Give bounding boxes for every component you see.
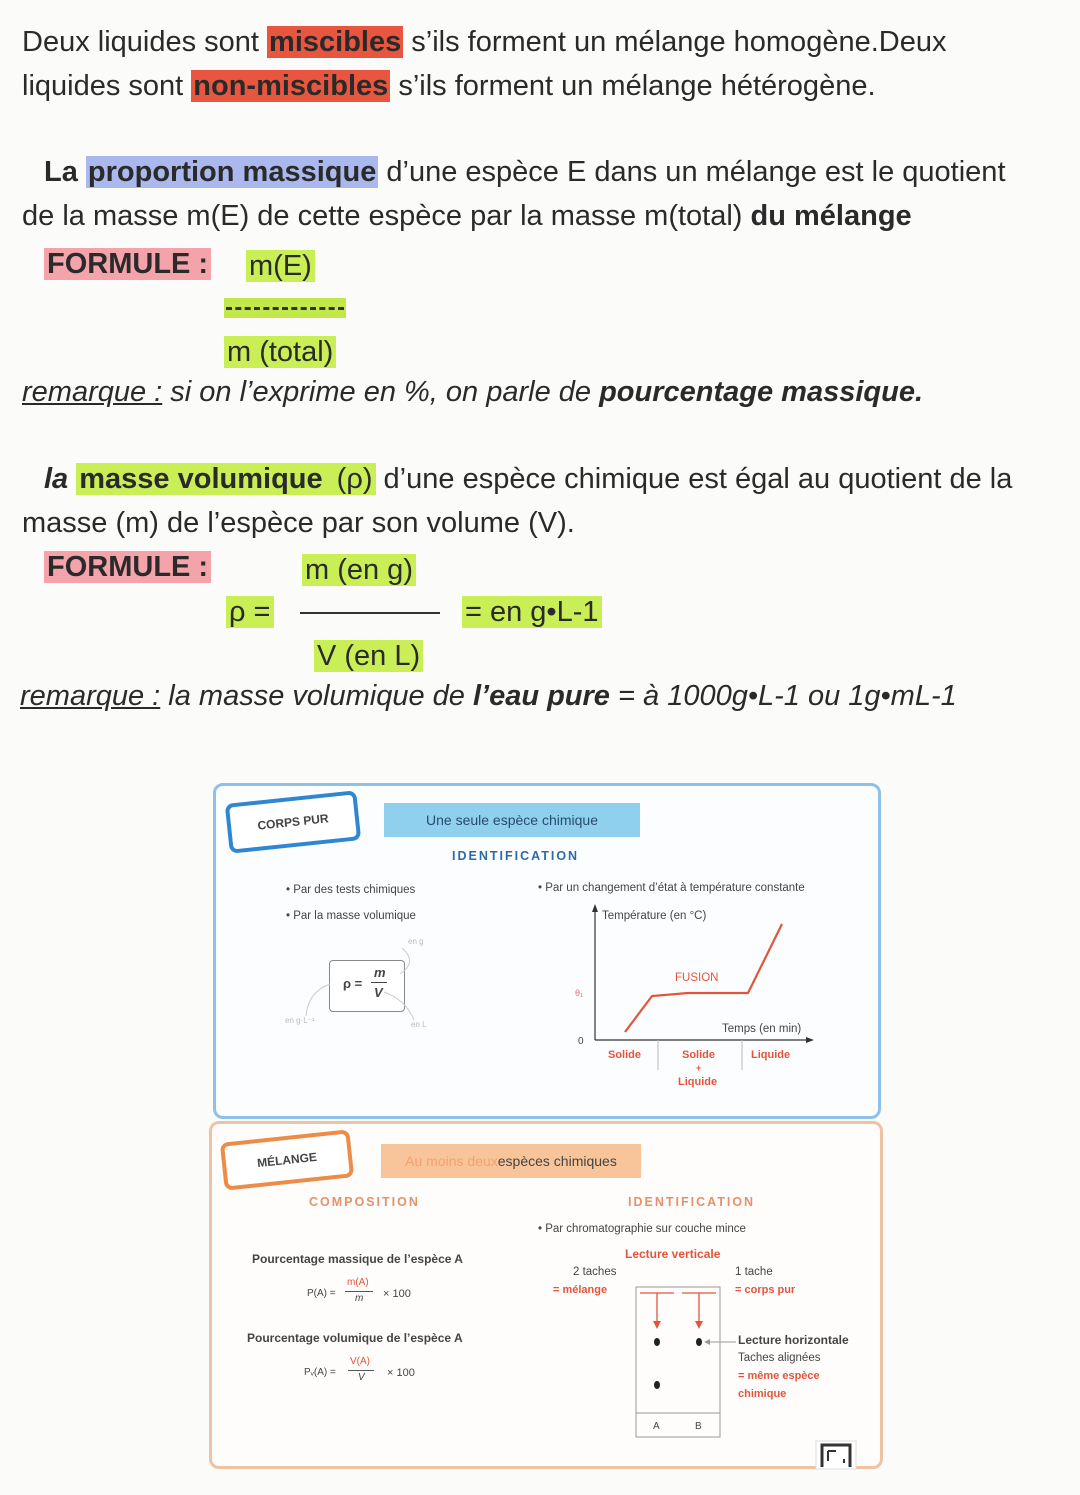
proportion-massique-term: proportion massique	[87, 156, 377, 188]
pm-bar	[345, 1291, 373, 1292]
lane-b: B	[695, 1421, 702, 1432]
proportion-numerator: m(E)	[246, 244, 315, 288]
phase-solide-liquide-1: Solide	[682, 1049, 716, 1061]
remarque-1: remarque : si on l’exprime en %, on parle de pourcentage massique.	[22, 376, 924, 408]
une-seule-espece-pill: Une seule espèce chimique	[384, 803, 640, 837]
une-tache-label: 1 tache	[735, 1266, 773, 1278]
corps-pur-label: = corps pur	[735, 1284, 796, 1296]
identification-heading-1: IDENTIFICATION	[452, 849, 580, 863]
pv-lhs: Pᵥ(A) =	[304, 1367, 336, 1378]
expand-icon[interactable]	[812, 1437, 860, 1473]
bullet-masse-volumique: • Par la masse volumique	[286, 910, 416, 922]
melange-label: = mélange	[553, 1284, 608, 1296]
pv-bar	[348, 1370, 374, 1371]
zero-label: 0	[578, 1036, 584, 1047]
pm-mult: × 100	[383, 1288, 411, 1300]
pv-mult: × 100	[387, 1367, 415, 1379]
rho-arrows	[290, 940, 430, 1030]
para1-line1: Deux liquides sont miscibles s’ils forment un mélange homogène.Deux	[22, 26, 947, 58]
formule-label-1: FORMULE :	[44, 242, 211, 286]
chimique-label: chimique	[738, 1388, 787, 1400]
remarque-2: remarque : la masse volumique de l’eau pure = à 1000g•L-1 ou 1g•mL-1	[20, 680, 957, 712]
rho-formula-m: m	[374, 965, 386, 980]
bullet-chromatographie: • Par chromatographie sur couche mince	[538, 1223, 746, 1235]
theta-label: θ₁	[575, 988, 584, 998]
taches-alignees-label: Taches alignées	[738, 1352, 821, 1364]
pourcentage-massique-title: Pourcentage massique de l’espèce A	[252, 1252, 463, 1266]
time-axis-label: Temps (en min)	[722, 1023, 802, 1035]
para1-line2: liquides sont non-miscibles s’ils forment un mélange hétérogène.	[22, 70, 876, 102]
corps-pur-tag: CORPS PUR	[225, 790, 362, 854]
pm-num: m(A)	[347, 1277, 369, 1288]
masse-numerator: m (en g)	[302, 548, 416, 592]
unit-en-g: en g	[408, 937, 424, 946]
phase-liquide: Liquide	[751, 1049, 791, 1061]
phase-solide-liquide-2: +	[696, 1063, 702, 1073]
deux-taches-label: 2 taches	[573, 1266, 617, 1278]
pm-den: m	[355, 1293, 364, 1304]
unit-result: = en g•L-1	[462, 590, 602, 634]
chromatography-plate	[620, 1285, 740, 1445]
non-miscibles-term: non-miscibles	[193, 70, 389, 102]
pourcentage-volumique-title: Pourcentage volumique de l’espèce A	[247, 1331, 463, 1345]
meme-espece-label: = même espèce	[738, 1370, 820, 1382]
bullet-tests-chimiques: • Par des tests chimiques	[286, 884, 416, 896]
fusion-chart	[570, 900, 830, 1070]
proportion-denominator: m (total)	[224, 330, 336, 374]
spot-a2	[654, 1381, 660, 1389]
lecture-verticale-label: Lecture verticale	[625, 1247, 721, 1261]
melange-tag: MÉLANGE	[220, 1129, 354, 1190]
para2-line2: de la masse m(E) de cette espèce par la masse m(total) du mélange	[22, 200, 912, 232]
composition-heading: COMPOSITION	[309, 1195, 420, 1209]
para2-line1: La proportion massique d’une espèce E dans un mélange est le quotient	[44, 156, 1006, 188]
para3-line1: la masse volumique (ρ) d’une espèce chimique est égal au quotient de la	[44, 463, 1013, 495]
pv-num: V(A)	[350, 1356, 370, 1367]
temperature-axis-label: Température (en °C)	[602, 910, 707, 922]
phase-solide-liquide-3: Liquide	[678, 1076, 718, 1088]
lecture-horizontale-label: Lecture horizontale	[738, 1333, 849, 1347]
pm-lhs: P(A) =	[307, 1288, 336, 1299]
volume-denominator: V (en L)	[314, 634, 423, 678]
unit-en-l: en L	[411, 1020, 427, 1029]
spot-a1	[654, 1338, 660, 1346]
unit-en-gl: en g·L⁻¹	[285, 1016, 315, 1025]
fraction-bar-1	[226, 307, 344, 310]
fusion-label: FUSION	[675, 972, 719, 984]
rho-formula-v: V	[374, 985, 383, 1000]
fraction-bar-2	[300, 612, 440, 614]
spot-b1	[696, 1338, 702, 1346]
miscibles-term: miscibles	[269, 26, 402, 58]
masse-volumique-term: masse volumique	[76, 463, 325, 495]
phase-solide: Solide	[608, 1049, 642, 1061]
formule-label-2: FORMULE :	[44, 545, 211, 589]
lane-a: A	[653, 1421, 660, 1432]
rho-equals: ρ =	[226, 590, 274, 634]
au-moins-deux-pill: Au moins deux espèces chimiques	[381, 1144, 641, 1178]
pv-den: V	[358, 1372, 365, 1383]
rho-formula-lhs: ρ =	[343, 976, 363, 991]
para3-line2: masse (m) de l’espèce par son volume (V).	[22, 507, 575, 539]
identification-heading-2: IDENTIFICATION	[628, 1195, 756, 1209]
bullet-changement-etat: • Par un changement d’état à température constante	[538, 882, 805, 894]
